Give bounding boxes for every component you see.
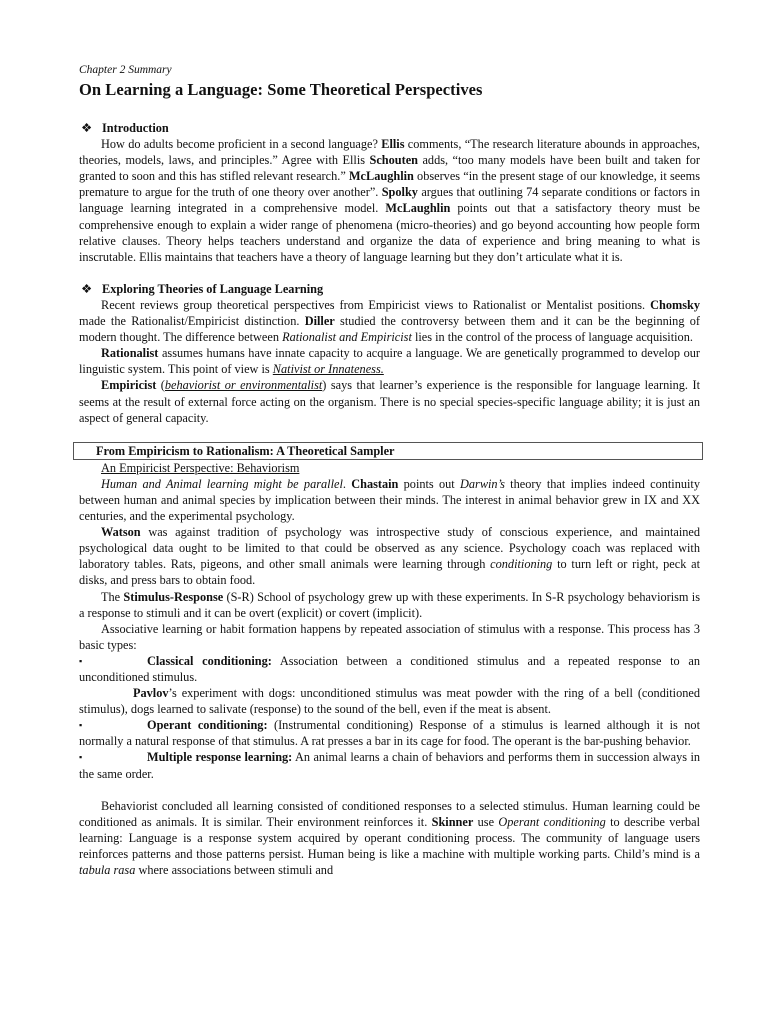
boxed-section-heading: From Empiricism to Rationalism: A Theoretical Sampler xyxy=(73,442,703,460)
chapter-label: Chapter 2 Summary xyxy=(79,64,172,76)
document-title: On Learning a Language: Some Theoretical Perspectives xyxy=(79,80,483,99)
square-bullet-icon: ▪ xyxy=(79,752,83,763)
diamond-bullet-icon: ❖ xyxy=(81,281,93,296)
intro-paragraph: How do adults become proficient in a second language? Ellis comments, “The research literature abounds in approaches, theories, models, laws, and principles.” Agree with Ellis Schouten adds, “too many models have been built and taken for granted to soon and this has stifled relevant research.” McLaughlin observes “in the present stage of our knowledge, it seems premature to argue for the truth of one theory over another”. Spolky argues that outlining 74 separate conditions or factors in language learning integrated in a comprehensive model. McLaughlin points out that a satisfactory theory must be comprehensive enough to explain a wider range of phenomena (micro-theories) and go beyond accounting how people form relative clauses. Theory helps teachers understand and organize the data of experience and bring meaning to what is inscrutable. Ellis maintains that teachers have a theory of language learning but they don’t articulate what it is. xyxy=(79,137,700,264)
document-body xyxy=(79,120,700,878)
sampler-paragraph-sr: The Stimulus-Response (S-R) School of psychology grew up with these experiments. In S-R psychology behaviorism is a response to stimuli and it can be overt (explicit) or covert (implicit). xyxy=(79,589,700,620)
square-bullet-icon: ▪ xyxy=(79,655,83,666)
sampler-paragraph-watson: Watson was against tradition of psychology was introspective study of conscious experience, and maintained psychological data ought to be limited to that could be observed as any science. Psychology coach was replaced with laboratory tables. Rats, pigeons, and other small animals were learning through conditioning to turn left or right, peck at disks, and press bars to obtain food. xyxy=(79,525,700,588)
sampler-paragraph-1: Human and Animal learning might be parallel. Chastain points out Darwin’s theory that implies indeed continuity between human and animal species by implication between their minds. The interest in animal behavior grew in IX and XX centuries, and the experimental psychology. xyxy=(79,476,700,524)
exploring-paragraph-rationalist: Rationalist assumes humans have innate capacity to acquire a language. We are genetically programmed to develop our linguistic system. This point of view is Nativist or Innateness. xyxy=(79,346,700,377)
closing-paragraph: Behaviorist concluded all learning consisted of conditioned responses to a selected stimulus. Human learning could be conditioned as animals. It is similar. Their environment reinforces it. Skinner use Operant conditioning to describe verbal learning: Language is a response system acquired by operant conditioning process. The community of language users reinforces patterns and those patterns persist. Human being is like a machine with multiple working parts. Child’s mind is a tabula rasa where associations between stimuli and xyxy=(79,798,701,878)
exploring-paragraph-empiricist: Empiricist (behaviorist or environmentalist) says that learner’s experience is the responsible for language learning. It seems at the result of external force acting on the organism. There is no special species-specific language ability; it is just an aspect of general capacity. xyxy=(79,378,700,425)
list-item-multiple: ▪ Multiple response learning: An animal learns a chain of behaviors and performs them in succession always in the same order. xyxy=(79,750,701,781)
list-item-classical: ▪ Classical conditioning: Association between a conditioned stimulus and a repeated response to an unconditioned stimulus. xyxy=(79,653,700,684)
section-heading-introduction: ❖ Introduction xyxy=(81,121,169,135)
section-heading-exploring: ❖ Exploring Theories of Language Learning xyxy=(81,281,324,296)
list-item-pavlov: Pavlov’s experiment with dogs: unconditioned stimulus was meat powder with the ring of a bell (conditioned stimulus), dogs learned to salivate (response) to the sound of the bell, even if the meat is absent. xyxy=(79,686,700,717)
subheading-behaviorism: An Empiricist Perspective: Behaviorism xyxy=(101,460,300,475)
sampler-paragraph-associative: Associative learning or habit formation happens by repeated association of stimulus with a response. This process has 3 basic types: xyxy=(79,621,700,652)
exploring-paragraph-1: Recent reviews group theoretical perspectives from Empiricist views to Rationalist or Mentalist positions. Chomsky made the Rationalist/Empiricist distinction. Diller studied the controversy between them and it can be the beginning of modern thought. The difference between Rationalist and Empiricist lies in the control of the process of language acquisition. xyxy=(79,297,700,345)
conditioning-types-list xyxy=(79,653,700,782)
diamond-bullet-icon: ❖ xyxy=(81,121,93,135)
square-bullet-icon: ▪ xyxy=(79,720,83,731)
list-item-operant: ▪ Operant conditioning: (Instrumental conditioning) Response of a stimulus is learned although it is not normally a natural response of that stimulus. A rat presses a bar in its cage for food. The operant is the bar-pushing behavior. xyxy=(79,718,700,749)
